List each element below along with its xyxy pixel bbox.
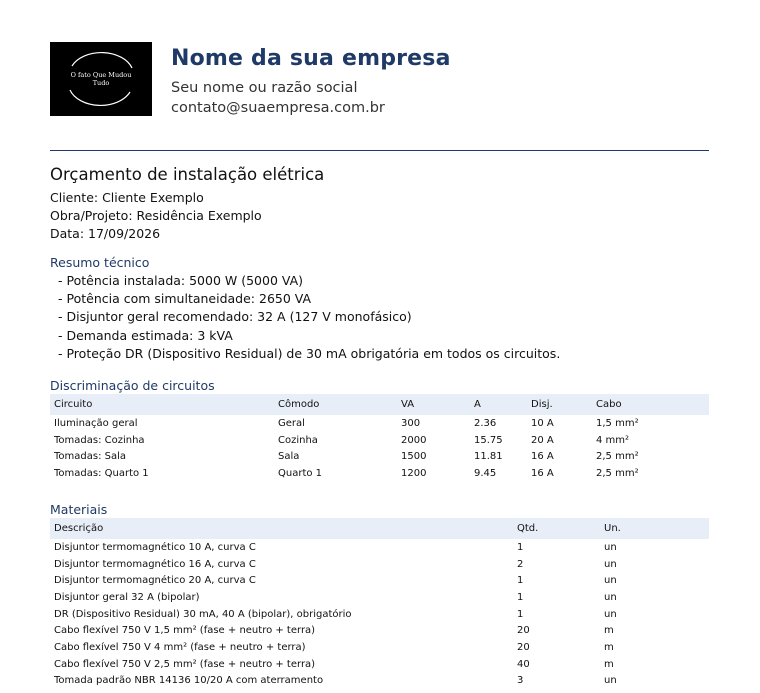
- table-cell: 1,5 mm²: [596, 417, 639, 429]
- table-cell: 1200: [401, 467, 427, 479]
- table-cell: 10 A: [531, 417, 554, 429]
- table-cell: Cabo flexível 750 V 1,5 mm² (fase + neutro + terra): [54, 625, 316, 637]
- table-cell: 9.45: [474, 467, 497, 479]
- table-header-row: [50, 518, 709, 539]
- table-row: [50, 465, 709, 482]
- table-cell: 15.75: [474, 434, 503, 446]
- table-cell: 2,5 mm²: [596, 467, 639, 479]
- summary-list: [58, 272, 560, 363]
- table-cell: 1500: [401, 451, 427, 463]
- table-cell: Disjuntor termomagnético 20 A, curva C: [54, 575, 256, 587]
- table-cell: 20 A: [531, 434, 554, 446]
- column-header: Descrição: [50, 518, 513, 539]
- table-cell: Disjuntor termomagnético 10 A, curva C: [54, 541, 256, 553]
- materials-table: [50, 518, 709, 689]
- table-cell: Sala: [278, 451, 300, 463]
- table-cell: 1: [517, 591, 524, 603]
- summary-item: - Proteção DR (Dispositivo Residual) de 30 mA obrigatória em todos os circuitos.: [58, 345, 561, 361]
- table-cell: Tomadas: Cozinha: [54, 434, 145, 446]
- table-cell: 20: [517, 625, 530, 637]
- circuits-title: Discriminação de circuitos: [50, 378, 215, 393]
- table-cell: Disjuntor geral 32 A (bipolar): [54, 591, 200, 603]
- company-email: contato@suaempresa.com.br: [171, 100, 385, 116]
- client-line: Cliente: Cliente Exemplo: [50, 190, 204, 205]
- table-row: [50, 448, 709, 465]
- table-cell: 16 A: [531, 467, 554, 479]
- company-subtitle: Seu nome ou razão social: [171, 80, 358, 96]
- table-cell: 300: [401, 417, 421, 429]
- table-cell: un: [604, 575, 617, 587]
- table-cell: 2000: [401, 434, 427, 446]
- table-cell: 2: [517, 558, 524, 570]
- table-row: [50, 589, 709, 606]
- table-cell: Tomadas: Quarto 1: [54, 467, 149, 479]
- logo-text: [50, 71, 152, 87]
- table-row: [50, 572, 709, 589]
- table-cell: m: [604, 641, 614, 653]
- table-cell: 1: [517, 575, 524, 587]
- table-cell: 2.36: [474, 417, 497, 429]
- table-cell: un: [604, 591, 617, 603]
- table-cell: Tomada padrão NBR 14136 10/20 A com aterramento: [54, 675, 324, 687]
- column-header: A: [470, 394, 527, 415]
- logo-text-line2: Tudo: [92, 79, 110, 87]
- table-row: [50, 656, 709, 673]
- table-cell: 16 A: [531, 451, 554, 463]
- table-cell: m: [604, 658, 614, 670]
- summary-item: - Disjuntor geral recomendado: 32 A (127 V monofásico): [58, 309, 412, 325]
- column-header: Cabo: [592, 394, 709, 415]
- table-row: [50, 415, 709, 432]
- table-row: [50, 606, 709, 623]
- company-logo: [50, 42, 152, 116]
- table-cell: 3: [517, 675, 524, 687]
- column-header: Disj.: [527, 394, 592, 415]
- logo-text-line1: O fato Que Mudou: [70, 71, 132, 79]
- table-cell: Cozinha: [278, 434, 318, 446]
- materials-title: Materiais: [50, 502, 108, 517]
- column-header: Circuito: [50, 394, 274, 415]
- table-cell: Cabo flexível 750 V 2,5 mm² (fase + neutro + terra): [54, 658, 316, 670]
- summary-item: - Potência instalada: 5000 W (5000 VA): [58, 273, 304, 288]
- table-cell: 20: [517, 641, 530, 653]
- table-cell: Quarto 1: [278, 467, 323, 479]
- table-row: [50, 639, 709, 656]
- date-line: Data: 17/09/2026: [50, 226, 161, 241]
- project-line: Obra/Projeto: Residência Exemplo: [50, 208, 262, 223]
- table-cell: Tomadas: Sala: [54, 451, 127, 463]
- table-cell: Iluminação geral: [54, 417, 138, 429]
- table-cell: 1: [517, 608, 524, 620]
- circuits-table: [50, 394, 709, 482]
- header-divider: [50, 150, 709, 151]
- summary-item: - Demanda estimada: 3 kVA: [58, 327, 233, 343]
- summary-title: Resumo técnico: [50, 255, 150, 270]
- table-row: [50, 556, 709, 573]
- table-cell: 2,5 mm²: [596, 451, 639, 463]
- table-header-row: [50, 394, 709, 415]
- table-cell: un: [604, 608, 617, 620]
- column-header: Cômodo: [274, 394, 397, 415]
- table-row: [50, 432, 709, 449]
- summary-item: - Potência com simultaneidade: 2650 VA: [58, 291, 312, 307]
- table-row: [50, 539, 709, 556]
- table-cell: 11.81: [474, 451, 503, 463]
- table-cell: 1: [517, 541, 524, 553]
- company-name: Nome da sua empresa: [171, 46, 451, 71]
- table-cell: 40: [517, 658, 530, 670]
- table-row: [50, 673, 709, 690]
- column-header: Un.: [600, 518, 709, 539]
- table-row: [50, 622, 709, 639]
- table-cell: un: [604, 558, 617, 570]
- column-header: VA: [397, 394, 470, 415]
- table-cell: m: [604, 625, 614, 637]
- table-cell: DR (Dispositivo Residual) 30 mA, 40 A (bipolar), obrigatório: [54, 608, 352, 620]
- table-cell: un: [604, 541, 617, 553]
- table-cell: Cabo flexível 750 V 4 mm² (fase + neutro + terra): [54, 641, 306, 653]
- column-header: Qtd.: [513, 518, 600, 539]
- table-cell: un: [604, 675, 617, 687]
- document-title: Orçamento de instalação elétrica: [50, 165, 325, 184]
- table-cell: Geral: [278, 417, 305, 429]
- table-cell: 4 mm²: [596, 434, 630, 446]
- table-cell: Disjuntor termomagnético 16 A, curva C: [54, 558, 256, 570]
